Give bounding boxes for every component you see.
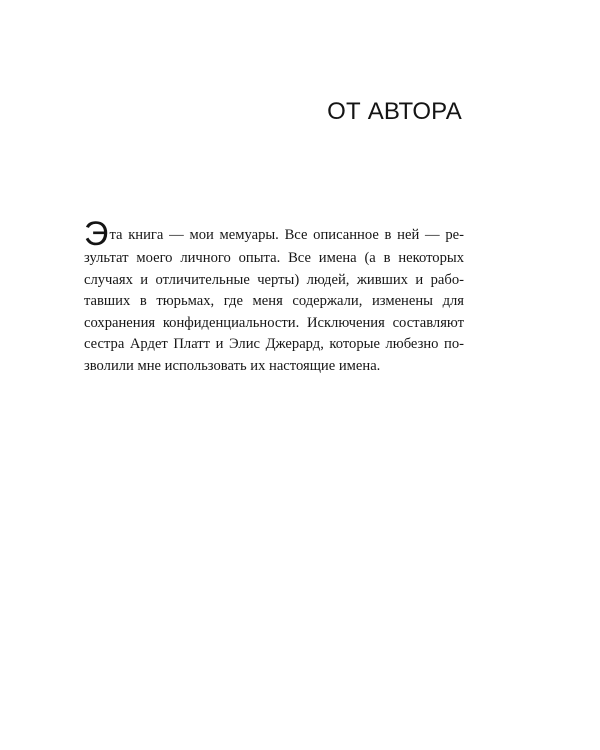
drop-cap: Э <box>84 215 109 253</box>
paragraph-line-4: тавших в тюрьмах, где меня содержали, изменены для <box>84 293 464 309</box>
paragraph-line-2: зультат моего личного опыта. Все имена (а в некоторых <box>84 250 464 266</box>
paragraph-line-1-text: та книга — мои мемуары. Все описанное в ней — ре- <box>109 227 464 243</box>
author-note-paragraph <box>84 215 464 377</box>
chapter-heading: ОТ АВТОРА <box>327 98 462 125</box>
paragraph-line-3: случаях и отличительные черты) людей, живших и рабо- <box>84 271 464 288</box>
paragraph-line-1 <box>84 215 464 253</box>
paragraph-line-6: сестра Ардет Платт и Элис Джерард, которые любезно по- <box>84 336 464 352</box>
paragraph-line-5: сохранения конфиденциальности. Исключения составляют <box>84 314 464 331</box>
paragraph-line-7: зволили мне использовать их настоящие имена. <box>84 357 381 374</box>
